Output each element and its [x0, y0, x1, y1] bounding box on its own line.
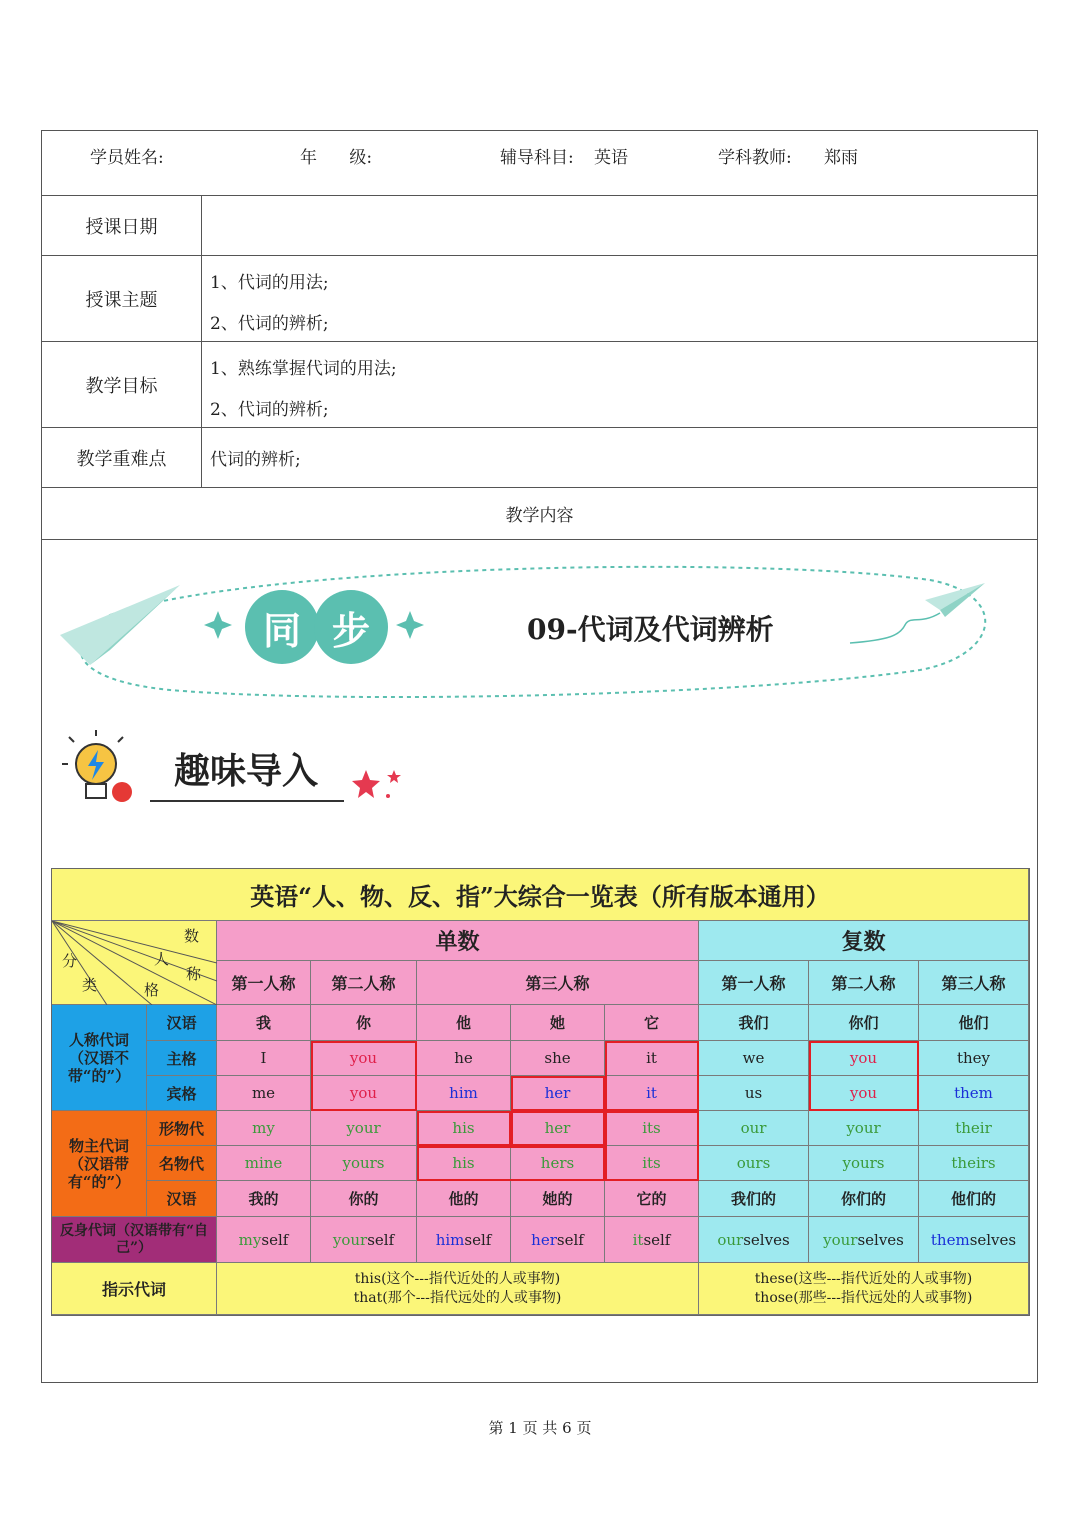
key-point-value: 代词的辨析; [210, 450, 301, 470]
sub-label: 主格 [147, 1041, 217, 1076]
pronoun-cell: we [699, 1041, 809, 1076]
pronoun-cell: 它 [605, 1005, 699, 1041]
pronoun-cell: they [919, 1041, 1029, 1076]
subject-value: 英语 [594, 148, 628, 168]
pronoun-cell: its [605, 1146, 699, 1181]
pronoun-cell: 你们 [809, 1005, 919, 1041]
pronoun-cell: my [217, 1111, 311, 1146]
pronoun-cell: 我的 [217, 1181, 311, 1217]
reflexive-suffix: self [556, 1230, 584, 1249]
table-title: 英语“人、物、反、指”大综合一览表（所有版本通用） [52, 869, 1029, 921]
pronoun-cell: our [699, 1111, 809, 1146]
teacher-label: 学科教师: [718, 148, 792, 168]
subject-label: 辅导科目: [500, 148, 574, 168]
demonstrative-that: that(那个---指代远处的人或事物) [353, 1289, 562, 1306]
topic-row [42, 256, 1037, 342]
pronoun-cell: its [605, 1111, 699, 1146]
sub-label: 宾格 [147, 1076, 217, 1111]
pronoun-cell: 他 [417, 1005, 511, 1041]
student-name-label: 学员姓名: [90, 148, 164, 168]
pronoun-cell: I [217, 1041, 311, 1076]
pronoun-cell: their [919, 1111, 1029, 1146]
reflexive-suffix: selves [857, 1230, 904, 1249]
lightbulb-icon [60, 728, 140, 808]
star-icon [352, 768, 402, 802]
pronoun-cell: 你的 [311, 1181, 417, 1217]
plural-header: 复数 [699, 921, 1029, 961]
person-header: 第三人称 [417, 961, 699, 1005]
pronoun-cell: she [511, 1041, 605, 1076]
reflexive-root: them [930, 1230, 970, 1249]
reflexive-root: our [717, 1230, 744, 1249]
reflexive-suffix: self [643, 1230, 671, 1249]
corner-lei: 类 [82, 976, 98, 994]
person-header: 第一人称 [217, 961, 311, 1005]
pronoun-cell [311, 1217, 417, 1263]
pronoun-cell: 我们的 [699, 1181, 809, 1217]
lesson-title: 09-代词及代词辨析 [527, 613, 774, 646]
possessive-pronoun-label: 物主代词（汉语带有“的”） [52, 1111, 147, 1217]
person-header: 第三人称 [919, 961, 1029, 1005]
reflexive-suffix: selves [969, 1230, 1017, 1249]
key-point-row [42, 428, 1037, 488]
reflexive-root: it [632, 1230, 644, 1249]
pronoun-cell: 它的 [605, 1181, 699, 1217]
info-header-row [42, 131, 1037, 196]
pronoun-cell: his [417, 1146, 511, 1181]
pronoun-cell: 我们 [699, 1005, 809, 1041]
banner-circle-2: 步 [314, 590, 388, 664]
pronoun-cell: us [699, 1076, 809, 1111]
pronoun-cell [809, 1217, 919, 1263]
goal-label: 教学目标 [42, 342, 202, 427]
pronoun-cell: me [217, 1076, 311, 1111]
person-header: 第一人称 [699, 961, 809, 1005]
corner-ge: 格 [144, 981, 160, 999]
pronoun-cell: mine [217, 1146, 311, 1181]
sub-label: 名物代 [147, 1146, 217, 1181]
content-row [42, 488, 1037, 540]
reflexive-suffix: self [367, 1230, 395, 1249]
corner-cell [52, 921, 217, 1005]
corner-fen: 分 [62, 952, 78, 970]
corner-shu: 数 [184, 927, 200, 945]
content-label: 教学内容 [505, 506, 574, 526]
pronoun-cell: yours [311, 1146, 417, 1181]
demonstrative-singular [217, 1263, 699, 1315]
paper-plane-icon [60, 585, 180, 665]
personal-pronoun-label: 人称代词（汉语不带“的”） [52, 1005, 147, 1111]
goal-row [42, 342, 1037, 428]
pronoun-cell [217, 1217, 311, 1263]
pronoun-cell: 你 [311, 1005, 417, 1041]
page-footer: 第 1 页 共 6 页 [488, 1419, 592, 1437]
sub-label: 汉语 [147, 1181, 217, 1217]
pronoun-cell [511, 1217, 605, 1263]
pronoun-cell: them [919, 1076, 1029, 1111]
reflexive-pronoun-label: 反身代词（汉语带有“自己”） [52, 1217, 217, 1263]
corner-ren: 人 [154, 950, 170, 968]
date-row [42, 196, 1037, 256]
person-header: 第二人称 [809, 961, 919, 1005]
demonstrative-these: these(这些---指代近处的人或事物) [754, 1271, 973, 1288]
goal-item-1: 1、熟练掌握代词的用法; [210, 359, 397, 379]
pronoun-cell: 他们的 [919, 1181, 1029, 1217]
pronoun-cell: ours [699, 1146, 809, 1181]
demonstrative-plural [699, 1263, 1029, 1315]
corner-cheng: 称 [186, 965, 202, 983]
pronoun-cell: your [311, 1111, 417, 1146]
section-underline [150, 800, 344, 802]
pronoun-cell: 她的 [511, 1181, 605, 1217]
banner-circle-1: 同 [245, 590, 319, 664]
pronoun-cell: 她 [511, 1005, 605, 1041]
demonstrative-those: those(那些---指代远处的人或事物) [754, 1289, 973, 1306]
demonstrative-pronoun-label: 指示代词 [52, 1263, 217, 1315]
reflexive-root: my [238, 1230, 262, 1249]
pronoun-cell: her [511, 1076, 605, 1111]
reflexive-root: her [531, 1230, 557, 1249]
pronoun-cell: theirs [919, 1146, 1029, 1181]
date-label: 授课日期 [42, 196, 202, 255]
reflexive-root: your [332, 1230, 368, 1249]
grade-label: 年 级: [300, 148, 373, 168]
pronoun-cell [919, 1217, 1029, 1263]
reflexive-suffix: self [261, 1230, 289, 1249]
pronoun-cell: 你们的 [809, 1181, 919, 1217]
pronoun-cell: 我 [217, 1005, 311, 1041]
topic-item-1: 1、代词的用法; [210, 273, 329, 293]
reflexive-suffix: self [464, 1230, 492, 1249]
pronoun-cell: him [417, 1076, 511, 1111]
pronoun-cell: he [417, 1041, 511, 1076]
pronoun-cell [417, 1217, 511, 1263]
pronoun-cell: yours [809, 1146, 919, 1181]
pronoun-summary-table [51, 868, 1030, 1316]
pronoun-cell: your [809, 1111, 919, 1146]
section-title: 趣味导入 [174, 751, 319, 792]
topic-label: 授课主题 [42, 256, 202, 341]
goal-item-2: 2、代词的辨析; [210, 400, 329, 420]
pronoun-cell: you [311, 1041, 417, 1076]
pronoun-cell: hers [511, 1146, 605, 1181]
topic-item-2: 2、代词的辨析; [210, 314, 329, 334]
sub-label: 汉语 [147, 1005, 217, 1041]
pronoun-cell: it [605, 1041, 699, 1076]
pronoun-cell: you [809, 1041, 919, 1076]
pronoun-cell: her [511, 1111, 605, 1146]
pronoun-cell: you [809, 1076, 919, 1111]
demonstrative-this: this(这个---指代近处的人或事物) [354, 1271, 561, 1288]
reflexive-suffix: selves [743, 1230, 790, 1249]
person-header: 第二人称 [311, 961, 417, 1005]
pronoun-cell: you [311, 1076, 417, 1111]
key-point-label: 教学重难点 [42, 428, 202, 487]
pronoun-cell: his [417, 1111, 511, 1146]
reflexive-root: your [823, 1230, 858, 1249]
pronoun-cell: it [605, 1076, 699, 1111]
pronoun-cell [699, 1217, 809, 1263]
teacher-value: 郑雨 [824, 148, 858, 168]
pronoun-cell [605, 1217, 699, 1263]
paper-plane-icon [850, 583, 985, 643]
sub-label: 形物代 [147, 1111, 217, 1146]
singular-header: 单数 [217, 921, 699, 961]
reflexive-root: him [435, 1230, 465, 1249]
pronoun-cell: 他的 [417, 1181, 511, 1217]
pronoun-cell: 他们 [919, 1005, 1029, 1041]
